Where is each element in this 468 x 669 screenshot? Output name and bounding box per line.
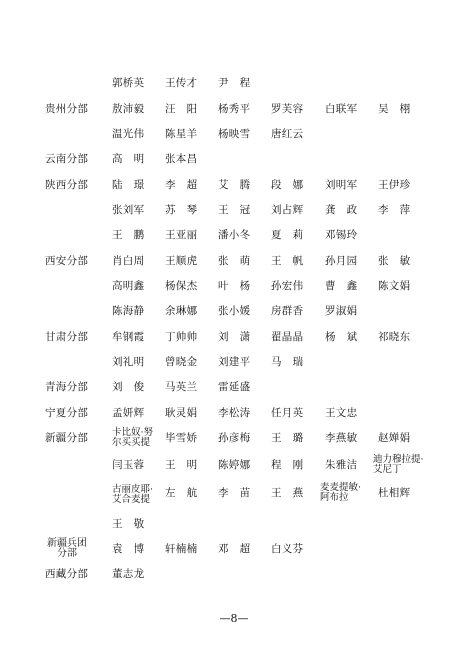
name-cell: 邓锡玲	[325, 229, 358, 241]
name-cell: 汪 阳	[165, 103, 198, 115]
name-cell: 肖白周	[112, 255, 145, 267]
department-label	[45, 452, 105, 478]
list-row	[0, 146, 468, 172]
name-cell: 董志龙	[112, 568, 145, 580]
name-cell: 杨秀平	[218, 103, 251, 115]
department-label: 西安分部	[45, 255, 89, 267]
name-cell: 朱雅洁	[325, 459, 358, 471]
name-cell: 罗淑娟	[325, 305, 358, 317]
name-cell: 张刘军	[112, 204, 145, 216]
name-cell: 王 明	[165, 459, 198, 471]
name-cell: 潘小冬	[218, 229, 251, 241]
list-row	[0, 374, 468, 400]
name-cell: 轩楠楠	[165, 543, 198, 555]
name-cell: 雷延盛	[218, 381, 251, 393]
name-cell: 刘明军	[325, 179, 358, 191]
list-row	[0, 511, 468, 537]
name-cell: 马 瑞	[271, 356, 304, 368]
name-cell: 刘礼明	[112, 356, 145, 368]
department-label: 云南分部	[45, 153, 89, 165]
list-row	[0, 400, 468, 426]
name-cell: 麦麦提敏·阿布拉	[320, 482, 362, 503]
name-cell: 马英兰	[165, 381, 198, 393]
list-row	[0, 222, 468, 248]
name-cell: 左 航	[165, 487, 198, 499]
name-cell: 高 明	[112, 153, 145, 165]
name-cell: 温光伟	[112, 128, 145, 140]
list-row	[0, 96, 468, 122]
department-label	[45, 222, 105, 248]
name-cell: 王顺虎	[165, 255, 198, 267]
department-label: 甘肃分部	[45, 331, 89, 343]
name-cell: 杨映雪	[218, 128, 251, 140]
name-cell: 王 鹏	[112, 229, 145, 241]
department-label	[45, 273, 105, 299]
list-row	[0, 452, 468, 478]
department-label	[45, 480, 105, 506]
name-cell: 郭桥英	[112, 77, 145, 89]
name-cell: 王 帆	[271, 255, 304, 267]
name-cell: 段 娜	[271, 179, 304, 191]
name-cell: 王 冠	[218, 204, 251, 216]
name-cell: 王伊珍	[378, 179, 411, 191]
name-cell: 苏 琴	[165, 204, 198, 216]
name-cell: 孙月园	[325, 255, 358, 267]
name-cell: 李 萍	[378, 204, 411, 216]
name-cell: 祁晓东	[378, 331, 411, 343]
list-row	[0, 480, 468, 510]
name-cell: 李燕敏	[325, 432, 358, 444]
list-row	[0, 273, 468, 299]
name-cell: 孙宏伟	[271, 280, 304, 292]
name-cell: 曹 鑫	[325, 280, 358, 292]
department-label	[45, 197, 105, 223]
name-cell: 吴 栩	[378, 103, 411, 115]
name-cell: 陈文娟	[378, 280, 411, 292]
name-cell: 程 刚	[271, 459, 304, 471]
name-cell: 陈海静	[112, 305, 145, 317]
name-cell: 牟钢霞	[112, 331, 145, 343]
name-cell: 余琳娜	[165, 305, 198, 317]
department-label: 陕西分部	[45, 179, 89, 191]
name-cell: 罗芙容	[271, 103, 304, 115]
list-row	[0, 70, 468, 96]
department-label: 新疆兵团分部	[47, 538, 87, 559]
name-cell: 邓 超	[218, 543, 251, 555]
department-label: 贵州分部	[45, 103, 89, 115]
name-cell: 王 敬	[112, 518, 145, 530]
page-number: —8—	[219, 612, 249, 625]
name-cell: 陈星羊	[165, 128, 198, 140]
list-row	[0, 248, 468, 274]
name-cell: 赵婵娟	[378, 432, 411, 444]
list-row	[0, 561, 468, 587]
name-cell: 高明鑫	[112, 280, 145, 292]
name-cell: 张 敏	[378, 255, 411, 267]
department-label	[45, 70, 105, 96]
name-cell: 李 苗	[218, 487, 251, 499]
department-label: 宁夏分部	[45, 407, 89, 419]
name-cell: 陈婷娜	[218, 459, 251, 471]
name-cell: 李松涛	[218, 407, 251, 419]
list-row	[0, 349, 468, 375]
name-cell: 杜相辉	[378, 487, 411, 499]
name-cell: 刘 俊	[112, 381, 145, 393]
name-cell: 翟晶晶	[271, 331, 304, 343]
name-cell: 闫玉蓉	[112, 459, 145, 471]
department-label	[45, 298, 105, 324]
name-cell: 陆 璟	[112, 179, 145, 191]
list-row	[0, 172, 468, 198]
name-cell: 尹 程	[218, 77, 251, 89]
name-cell: 王文忠	[325, 407, 358, 419]
name-cell: 张小媛	[218, 305, 251, 317]
department-label	[45, 511, 105, 537]
name-cell: 房群香	[271, 305, 304, 317]
name-cell: 李 超	[165, 179, 198, 191]
department-label: 青海分部	[45, 381, 89, 393]
name-cell: 杨 斌	[325, 331, 358, 343]
name-cell: 王 璐	[271, 432, 304, 444]
name-cell: 白义芬	[271, 543, 304, 555]
name-cell: 刘建平	[218, 356, 251, 368]
name-cell: 王传才	[165, 77, 198, 89]
name-cell: 张 萌	[218, 255, 251, 267]
name-cell: 袁 博	[112, 543, 145, 555]
department-label: 新疆分部	[45, 432, 89, 444]
name-cell: 任月英	[271, 407, 304, 419]
name-cell: 王 燕	[271, 487, 304, 499]
name-cell: 曾晓金	[165, 356, 198, 368]
name-cell: 王亚丽	[165, 229, 198, 241]
name-cell: 迪力穆拉提·艾尼丁	[373, 454, 424, 475]
list-row	[0, 425, 468, 451]
department-label: 西藏分部	[45, 568, 89, 580]
list-row	[0, 298, 468, 324]
list-row	[0, 197, 468, 223]
department-label	[45, 121, 105, 147]
name-cell: 敖沛毅	[112, 103, 145, 115]
name-cell: 孙彦梅	[218, 432, 251, 444]
department-label	[45, 349, 105, 375]
name-cell: 艾 腾	[218, 179, 251, 191]
name-cell: 刘 潇	[218, 331, 251, 343]
name-cell: 张本昌	[165, 153, 198, 165]
name-cell: 杨保杰	[165, 280, 198, 292]
name-cell: 丁帅帅	[165, 331, 198, 343]
name-cell: 龚 政	[325, 204, 358, 216]
list-row	[0, 324, 468, 350]
name-cell: 耿灵娟	[165, 407, 198, 419]
name-cell: 孟妍辉	[112, 407, 145, 419]
name-cell: 刘占辉	[271, 204, 304, 216]
name-cell: 白联军	[325, 103, 358, 115]
list-row	[0, 536, 468, 562]
name-cell: 毕雪娇	[165, 432, 198, 444]
name-cell: 唐红云	[271, 128, 304, 140]
name-cell: 古丽皮耶·艾合麦提	[112, 484, 154, 505]
list-row	[0, 121, 468, 147]
name-cell: 夏 莉	[271, 229, 304, 241]
name-cell: 卡比奴·努尔买买提	[112, 427, 154, 448]
name-cell: 叶 杨	[218, 280, 251, 292]
